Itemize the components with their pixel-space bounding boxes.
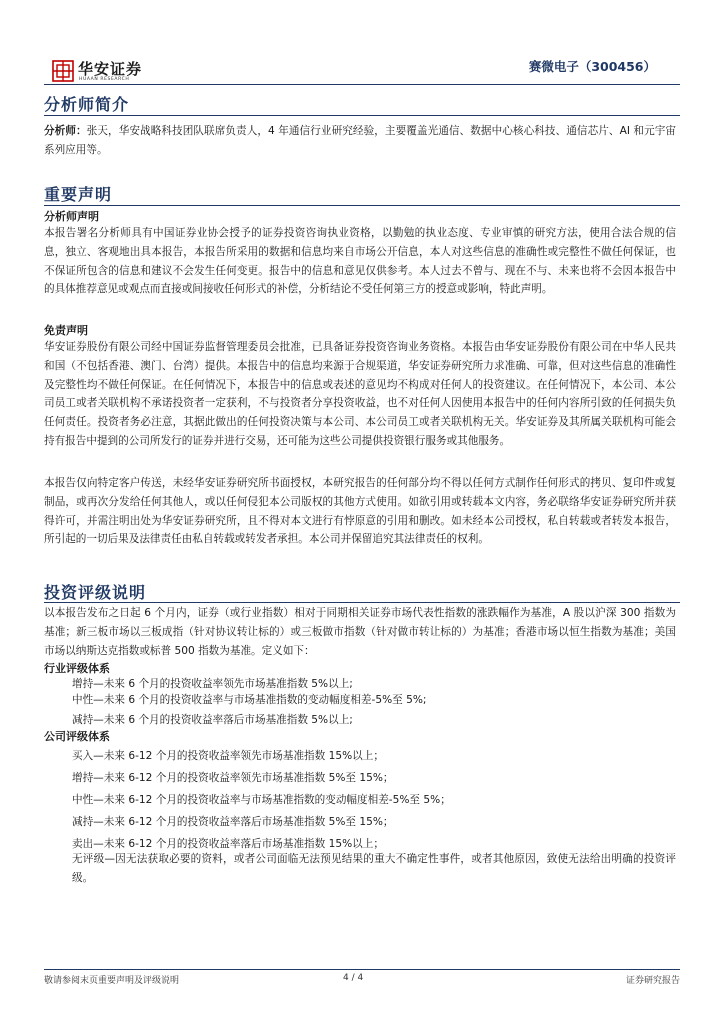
disclaimer-heading: 重要声明 — [44, 185, 113, 204]
industry-rating-item: 增持—未来 6 个月的投资收益率领先市场基准指数 5%以上; — [72, 678, 353, 690]
no-rating-text — [72, 850, 676, 888]
company-rating-title: 公司评级体系 — [44, 730, 110, 743]
footer-divider — [44, 969, 680, 970]
analyst-label: 分析师： — [44, 125, 87, 137]
analyst-intro-text — [44, 122, 676, 160]
analyst-statement-title: 分析师声明 — [44, 210, 99, 223]
analyst-intro-divider — [44, 115, 680, 116]
footer-note: 敬请参阅末页重要声明及评级说明 — [44, 976, 180, 986]
exemption-title: 免责声明 — [44, 324, 88, 337]
industry-rating-item: 中性—未来 6 个月的投资收益率与市场基准指数的变动幅度相差-5%至 5%; — [72, 694, 427, 706]
analyst-bio: 张天，华安战略科技团队联席负责人，4 年通信行业研究经验，主要覆盖光通信、数据中心核心科技、通信芯片、AI 和元宇宙系列应用等。 — [44, 125, 677, 156]
huaan-logo-icon — [52, 60, 74, 82]
logo-text: 华安证券 — [78, 60, 143, 78]
logo-subtext: HUAAN RESEARCH — [79, 77, 130, 82]
industry-rating-item: 减持—未来 6 个月的投资收益率落后市场基准指数 5%以上; — [72, 714, 353, 726]
page-header — [44, 54, 680, 88]
page-number: 4 / 4 — [343, 973, 364, 983]
footer-report-type: 证券研究报告 — [625, 976, 680, 986]
stock-title: 赛微电子（300456） — [528, 59, 656, 74]
rating-divider — [44, 602, 680, 603]
no-rating-body: 无评级—因无法获取必要的资料，或者公司面临无法预见结果的重大不确定性事件，或者其他原因，致使无法给出明确的投资评级。 — [72, 853, 676, 884]
exemption-paragraph-2: 本报告仅向特定客户传送，未经华安证券研究所书面授权，本研究报告的任何部分均不得以任何方式制作任何形式的拷贝、复印件或复制品，或再次分发给任何其他人，或以任何侵犯本公司版权的其他方式使用。如欲引用或转载本文内容，务必联络华安证券研究所并获得许可，并需注明出处为华安证券研究所，且不得对本文进行有悖原意的引用和删改。如未经本公司授权，私自转载或者转发本报告，所引起的一切后果及法律责任由私自转载或转发者承担。本公司并保留追究其法律责任的权利。 — [44, 477, 676, 546]
company-rating-item: 减持—未来 6-12 个月的投资收益率落后市场基准指数 5%至 15%； — [72, 816, 394, 828]
industry-rating-title: 行业评级体系 — [44, 662, 110, 675]
company-rating-item: 中性—未来 6-12 个月的投资收益率与市场基准指数的变动幅度相差-5%至 5%； — [72, 794, 451, 806]
rating-heading: 投资评级说明 — [44, 583, 147, 602]
header-divider — [44, 84, 680, 85]
company-rating-item: 增持—未来 6-12 个月的投资收益率领先市场基准指数 5%至 15%； — [72, 772, 394, 784]
disclaimer-divider — [44, 205, 680, 206]
analyst-statement-text: 本报告署名分析师具有中国证券业协会授予的证券投资咨询执业资格，以勤勉的执业态度、专业审慎的研究方法，使用合法合规的信息，独立、客观地出具本报告，本报告所采用的数据和信息均来自市场公开信息，本人对这些信息的准确性或完整性不做任何保证，也不保证所包含的信息和建议不会发生任何变更。报告中的信息和意见仅供参考。本人过去不曾与、现在不与、未来也将不会因本报告中的具体推荐意见或观点而直接或间接收任何形式的补偿，分析结论不受任何第三方的授意或影响，特此声明。 — [44, 227, 676, 296]
company-rating-item: 买入—未来 6-12 个月的投资收益率领先市场基准指数 15%以上； — [72, 750, 384, 762]
analyst-intro-heading: 分析师简介 — [44, 95, 130, 114]
rating-intro: 以本报告发布之日起 6 个月内，证券（或行业指数）相对于同期相关证券市场代表性指数的涨跌幅作为基准，A 股以沪深 300 指数为基准；新三板市场以三板成指（针对协议转让标的）或三板做市指数（针对做市转让标的）为基准；香港市场以恒生指数为基准；美国市场以纳斯达克指数或标普 500 指数为基准。定义如下： — [44, 607, 676, 657]
exemption-paragraph-1: 华安证券股份有限公司经中国证券监督管理委员会批准，已具备证券投资咨询业务资格。本报告由华安证券股份有限公司在中华人民共和国（不包括香港、澳门、台湾）提供。本报告中的信息均来源于合规渠道，华安证券研究所力求准确、可靠，但对这些信息的准确性及完整性均不做任何保证。在任何情况下，本报告中的信息或表述的意见均不构成对任何人的投资建议。在任何情况下，本公司、本公司员工或者关联机构不承诺投资者一定获利，不与投资者分享投资收益，也不对任何人因使用本报告中的任何内容所引致的任何损失负任何责任。投资者务必注意，其据此做出的任何投资决策与本公司、本公司员工或者关联机构无关。华安证券及其所属关联机构可能会持有报告中提到的公司所发行的证券并进行交易，还可能为这些公司提供投资银行服务或其他服务。 — [44, 341, 676, 447]
company-rating-item: 卖出—未来 6-12 个月的投资收益率落后市场基准指数 15%以上； — [72, 838, 384, 850]
